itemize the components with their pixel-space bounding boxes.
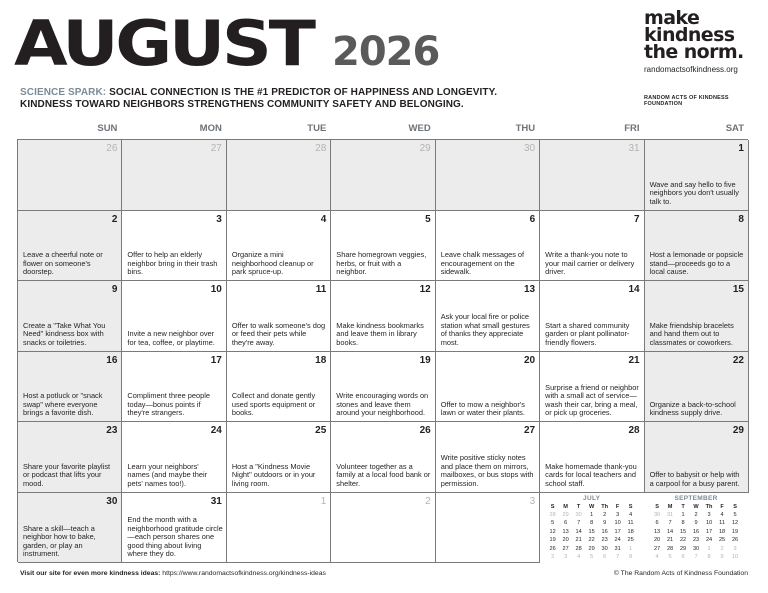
kindness-idea: Make friendship bracelets and hand them out to classmates or coworkers. [649, 320, 734, 347]
mini-date: 1 [681, 512, 685, 519]
calendar-grid [17, 139, 748, 562]
mini-date: 20 [562, 537, 569, 544]
mini-date: 26 [731, 537, 739, 544]
day-cell [540, 422, 644, 493]
mini-date: 10 [614, 520, 621, 527]
kindness-idea: End the month with a neighborhood gratitude circle—each person shares one good thing about living where they do. [127, 515, 223, 559]
day-name-fri: FRI [624, 123, 640, 134]
mini-date: 22 [679, 537, 687, 544]
day-cell [645, 140, 749, 211]
mini-date: 5 [590, 554, 594, 561]
footer-link[interactable]: https://www.randomactsofkindness.org/kindness-ideas [162, 570, 326, 577]
kindness-idea: Share homegrown veggies, herbs, or fruit with a neighbor. [336, 250, 427, 277]
kindness-idea: Surprise a friend or neighbor with a small act of service—wash their car, bring a meal, or pick up groceries. [545, 382, 639, 418]
day-cell [436, 493, 540, 564]
mini-date: 31 [666, 512, 674, 519]
day-number: 19 [419, 354, 431, 366]
kindness-idea: Host a "Kindness Movie Night" outdoors or in your living room. [231, 461, 316, 488]
day-name-thu: THU [515, 123, 536, 134]
day-cell [645, 281, 749, 352]
day-number: 16 [106, 354, 118, 366]
day-cell [122, 140, 226, 211]
kindness-idea: Offer to walk someone's dog or feed their pets while they're away. [231, 320, 326, 347]
mini-calendar-title: SEPTEMBER [674, 494, 718, 502]
day-cell [18, 140, 122, 211]
mini-date: 22 [588, 537, 595, 544]
kindness-idea: Create a "Take What You Need" kindness box with snacks or toiletries. [23, 320, 106, 347]
day-number: 6 [529, 213, 536, 225]
kindness-idea: Start a shared community garden or plant pollinator-friendly flowers. [545, 320, 630, 347]
kindness-idea: Offer to help an elderly neighbor bring in their trash bins. [127, 250, 218, 277]
day-cell [227, 140, 331, 211]
day-number: 31 [210, 495, 222, 507]
science-spark-line-1: SOCIAL CONNECTION IS THE #1 PREDICTOR OF HAPPINESS AND LONGEVITY. [109, 87, 498, 98]
mini-date: 26 [549, 545, 556, 552]
day-cell [331, 281, 435, 352]
mini-date: 5 [551, 520, 555, 527]
day-cell [436, 211, 540, 282]
day-cell [436, 422, 540, 493]
mini-date: 6 [681, 554, 685, 561]
kindness-idea: Offer to babysit or help with a carpool for a busy parent. [649, 470, 740, 488]
mini-date: 9 [694, 520, 698, 527]
mini-date: 7 [616, 554, 620, 561]
day-number: 8 [738, 213, 744, 225]
kindness-idea: Organize a mini neighborhood cleanup or park spruce-up. [231, 250, 314, 277]
day-number: 27 [524, 425, 536, 436]
mini-weekday: T [681, 503, 685, 510]
mini-weekday: Th [705, 503, 713, 510]
day-cell [18, 422, 122, 493]
mini-weekday: W [589, 503, 595, 510]
mini-date: 4 [577, 554, 581, 561]
mini-date: 27 [562, 545, 569, 552]
mini-weekday: F [720, 503, 724, 510]
mini-date: 3 [564, 554, 568, 561]
day-number: 24 [210, 425, 222, 436]
kindness-idea: Share a skill—teach a neighbor how to bake, garden, or play an instrument. [23, 523, 96, 559]
kindness-idea: Ask your local fire or police station what small gestures of thanks they appreciate most. [440, 312, 530, 347]
mini-july-calendar [546, 495, 637, 562]
day-name-wed: WED [408, 123, 431, 134]
day-cell [645, 211, 749, 282]
day-cell [227, 493, 331, 564]
mini-date: 9 [603, 520, 607, 527]
day-cell [436, 352, 540, 423]
mini-date: 24 [614, 537, 621, 544]
mini-date: 7 [668, 520, 672, 527]
mini-date: 19 [549, 537, 556, 544]
mini-date: 2 [720, 545, 724, 552]
day-number: 30 [524, 143, 536, 154]
day-number: 1 [738, 143, 744, 154]
day-number: 2 [425, 495, 431, 507]
kindness-idea: Organize a back-to-school kindness supply drive. [649, 399, 736, 418]
day-cell [331, 140, 435, 211]
day-cell [331, 352, 435, 423]
mini-date: 1 [707, 545, 711, 552]
mini-date: 4 [655, 554, 659, 561]
day-cell [645, 422, 749, 493]
day-number: 28 [628, 425, 640, 436]
day-number: 12 [419, 284, 431, 295]
day-cell [645, 352, 749, 423]
mini-september-calendar [651, 495, 742, 562]
day-number: 15 [732, 284, 744, 295]
mini-date: 2 [694, 512, 698, 519]
day-cell [227, 352, 331, 423]
mini-date: 24 [705, 537, 713, 544]
day-cell [227, 422, 331, 493]
mini-date: 18 [718, 528, 726, 535]
logo-line-2: kindness [644, 24, 735, 46]
mini-date: 5 [733, 512, 737, 519]
kindness-idea: Leave a cheerful note or flower on someone's doorstep. [23, 250, 103, 277]
mini-calendar-title: JULY [583, 494, 601, 502]
mini-date: 27 [653, 545, 661, 552]
day-number: 25 [315, 425, 327, 436]
mini-date: 14 [575, 528, 582, 535]
copyright: © The Random Acts of Kindness Foundation [613, 570, 748, 577]
day-number: 28 [315, 143, 327, 154]
kindness-idea: Write encouraging words on stones and leave them around your neighborhood. [336, 391, 429, 418]
mini-date: 20 [653, 537, 661, 544]
day-cell [436, 281, 540, 352]
mini-date: 29 [562, 512, 569, 519]
kindness-idea: Host a potluck or "snack swap" where everyone brings a favorite dish. [23, 391, 103, 418]
mini-date: 17 [614, 528, 621, 535]
month-title: AUGUST [14, 7, 313, 80]
mini-date: 1 [629, 545, 633, 552]
day-number: 29 [732, 425, 744, 436]
mini-date: 3 [616, 512, 620, 519]
mini-date: 7 [694, 554, 698, 561]
day-cell [18, 281, 122, 352]
mini-date: 29 [588, 545, 595, 552]
day-cell [18, 211, 122, 282]
mini-date: 31 [614, 545, 621, 552]
mini-date: 28 [575, 545, 582, 552]
day-number: 29 [419, 143, 431, 154]
day-number: 31 [628, 143, 640, 154]
mini-date: 25 [627, 537, 634, 544]
day-number: 2 [111, 213, 118, 225]
day-number: 23 [106, 425, 118, 436]
kindness-idea: Learn your neighbors' names (and maybe their pets' names too!). [127, 461, 208, 488]
kindness-idea: Make kindness bookmarks and leave them in library books. [336, 320, 424, 347]
mini-weekday: S [628, 503, 633, 510]
mini-date: 6 [564, 520, 568, 527]
mini-date: 17 [705, 528, 713, 535]
foundation-name: RANDOM ACTS OF KINDNESS FOUNDATION [644, 95, 729, 107]
day-name-mon: MON [199, 123, 222, 134]
day-cell [122, 352, 226, 423]
mini-date: 30 [601, 545, 608, 552]
day-number: 26 [419, 425, 431, 436]
mini-date: 8 [707, 554, 711, 561]
day-cell [227, 281, 331, 352]
mini-date: 6 [655, 520, 659, 527]
mini-date: 10 [705, 520, 713, 527]
mini-date: 1 [590, 512, 594, 519]
day-cell [540, 281, 644, 352]
mini-date: 4 [720, 512, 724, 519]
day-number: 3 [529, 495, 536, 507]
day-cell [227, 211, 331, 282]
day-number: 10 [210, 284, 222, 295]
day-cell [18, 352, 122, 423]
day-number: 1 [320, 495, 327, 507]
day-cell [18, 493, 122, 564]
day-name-sun: SUN [97, 123, 118, 134]
kindness-idea: Wave and say hello to five neighbors you don't usually talk to. [649, 179, 739, 206]
mini-date: 28 [666, 545, 674, 552]
mini-weekday: W [693, 503, 699, 510]
mini-date: 21 [575, 537, 582, 544]
day-number: 22 [732, 354, 744, 366]
day-name-sat: SAT [725, 123, 744, 134]
day-number: 3 [216, 213, 222, 225]
mini-date: 21 [666, 537, 674, 544]
mini-date: 12 [731, 520, 739, 527]
kindness-idea: Leave chalk messages of encouragement on the sidewalk. [440, 250, 525, 277]
day-number: 5 [425, 213, 431, 225]
day-number: 21 [628, 354, 640, 366]
mini-weekday: S [733, 503, 737, 510]
day-cell [436, 140, 540, 211]
footer-note [20, 570, 326, 577]
mini-date: 4 [629, 512, 633, 519]
day-number: 18 [315, 354, 327, 366]
mini-date: 8 [681, 520, 685, 527]
mini-date: 23 [601, 537, 608, 544]
mini-weekday: M [563, 503, 568, 510]
mini-date: 5 [668, 554, 672, 561]
day-number: 14 [628, 284, 640, 295]
mini-date: 11 [719, 520, 725, 527]
mini-date: 13 [653, 528, 661, 535]
day-cell [331, 422, 435, 493]
day-names-header [17, 123, 748, 137]
mini-date: 13 [562, 528, 569, 535]
science-spark-lead: SCIENCE SPARK: [20, 87, 107, 98]
day-cell [540, 352, 644, 423]
kindness-idea: Compliment three people today—bonus points if they're strangers. [127, 391, 210, 418]
mini-date: 11 [627, 520, 634, 527]
mini-weekday: M [667, 503, 673, 510]
mini-date: 16 [601, 528, 608, 535]
logo-line-3: the norm. [644, 41, 744, 63]
logo[interactable] [644, 7, 760, 74]
kindness-idea: Write a thank-you note to your mail carrier or delivery driver. [545, 250, 635, 277]
mini-date: 30 [575, 512, 582, 519]
mini-date: 6 [603, 554, 607, 561]
day-number: 9 [111, 284, 118, 295]
mini-date: 29 [679, 545, 687, 552]
day-cell [122, 422, 226, 493]
kindness-idea: Share your favorite playlist or podcast that lifts your mood. [23, 461, 111, 488]
mini-date: 8 [629, 554, 633, 561]
mini-weekday: F [615, 503, 620, 510]
mini-weekday: T [576, 503, 581, 510]
kindness-idea: Write positive sticky notes and place them on mirrors, mailboxes, or bus stops with permission. [440, 453, 534, 488]
science-spark-line-2: KINDNESS TOWARD NEIGHBORS STRENGTHENS COMMUNITY SAFETY AND BELONGING. [20, 99, 464, 110]
day-cell [122, 211, 226, 282]
day-number: 17 [210, 354, 222, 366]
footer-lead: Visit our site for even more kindness ideas: [20, 570, 161, 577]
day-number: 13 [524, 284, 536, 295]
kindness-idea: Invite a new neighbor over for tea, coffee, or playtime. [127, 329, 215, 347]
day-cell [122, 281, 226, 352]
mini-date: 10 [731, 554, 739, 561]
day-number: 30 [106, 495, 118, 507]
day-number: 4 [320, 213, 327, 225]
kindness-idea: Volunteer together as a family at a local food bank or shelter. [336, 461, 431, 488]
mini-date: 15 [679, 528, 687, 535]
mini-date: 2 [603, 512, 607, 519]
mini-date: 3 [707, 512, 711, 519]
day-cell [331, 493, 435, 564]
kindness-idea: Offer to mow a neighbor's lawn or water their plants. [440, 399, 525, 418]
kindness-idea: Collect and donate gently used sports equipment or books. [231, 391, 316, 418]
mini-weekday: Th [601, 503, 609, 510]
mini-date: 19 [731, 528, 739, 535]
logo-line-1: make [644, 7, 700, 29]
mini-weekday: S [655, 503, 659, 510]
mini-date: 3 [733, 545, 737, 552]
day-number: 26 [106, 143, 118, 154]
day-number: 11 [315, 284, 327, 295]
science-spark [20, 87, 620, 111]
day-cell [122, 493, 226, 564]
mini-date: 9 [720, 554, 724, 561]
kindness-idea: Host a lemonade or popsicle stand—proceeds go to a local cause. [649, 250, 744, 277]
day-name-tue: TUE [307, 123, 327, 134]
kindness-idea: Make homemade thank-you cards for local teachers and school staff. [545, 461, 637, 488]
day-number: 7 [634, 213, 640, 225]
year-title: 2026 [332, 29, 440, 75]
logo-url[interactable]: randomactsofkindness.org [644, 65, 738, 74]
mini-date: 30 [692, 545, 700, 552]
mini-date: 30 [653, 512, 661, 519]
mini-date: 7 [577, 520, 581, 527]
mini-weekday: S [550, 503, 555, 510]
mini-date: 25 [718, 537, 726, 544]
mini-date: 23 [692, 537, 700, 544]
mini-date: 12 [549, 528, 556, 535]
mini-date: 18 [627, 528, 634, 535]
day-cell [540, 140, 644, 211]
mini-date: 28 [549, 512, 556, 519]
day-number: 27 [210, 143, 222, 154]
mini-date: 15 [588, 528, 595, 535]
day-cell [331, 211, 435, 282]
mini-date: 8 [590, 520, 594, 527]
mini-date: 14 [666, 528, 674, 535]
mini-date: 2 [551, 554, 555, 561]
day-number: 20 [524, 354, 536, 366]
mini-date: 16 [692, 528, 700, 535]
day-cell [540, 211, 644, 282]
